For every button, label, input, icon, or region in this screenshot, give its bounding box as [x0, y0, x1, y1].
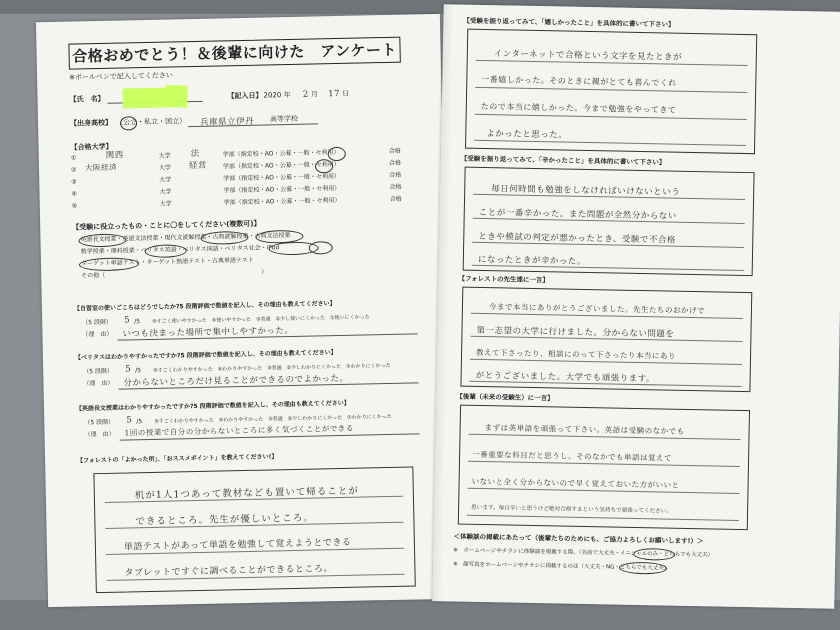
university-suffix: 大学	[159, 188, 172, 196]
admission-types: 学部（指定校・AO・公募・一般・セ利用）	[223, 172, 341, 183]
university-suffix: 大学	[159, 176, 172, 184]
q3-score: 5	[126, 415, 133, 426]
q3-scale-label: （5 段階）	[84, 418, 115, 427]
admission-types: 学部（指定校・AO・公募・一般・セ利用）	[223, 196, 341, 207]
entry-date	[263, 90, 349, 101]
admission-types: 学部（指定校・AO・公募・一般・セ利用）	[222, 148, 340, 159]
row-number: ④	[71, 190, 77, 198]
faculty-name: 経営	[188, 160, 208, 172]
survey-sheet-right	[432, 4, 840, 609]
university-name: 関西	[105, 150, 124, 161]
name-label: 【氏 名】	[69, 94, 105, 104]
name-redaction-sticky-note	[122, 87, 170, 108]
entry-year: 2020	[263, 91, 282, 100]
hard-question-label: 【受験を振り返ってみて、「辛かったこと」を具体的に書いて下さい】	[460, 154, 666, 167]
helpful-line: 英語長文授業・英語文法授業・現代文読解授業・古典読解授業・古典文法授業	[80, 232, 291, 244]
junior-question-label: 【後輩（未来の受験生）に一言】	[456, 392, 554, 403]
forest-answer-line: 単語テストがあって単語を勉強して覚えようとできる	[123, 537, 352, 553]
university-name: 大阪経済	[84, 162, 118, 173]
happy-question-label: 【受験を振り返ってみて、「嬉しかったこと」を具体的に書いて下さい】	[463, 16, 675, 29]
helpful-label: 【受験に役立ったもの・ことに〇をしてください(複数可)】	[72, 219, 261, 232]
teacher-answer-line: 今まで本当にありがとうございました。先生たちのおかげで	[488, 302, 706, 316]
ruled-line	[467, 515, 739, 521]
happy-answer-line: たので本当に嬉しかった。今まで勉強をやってきて	[480, 101, 677, 115]
q1-out-of: /5	[134, 318, 141, 326]
ruled-line	[475, 87, 747, 93]
q3-reason: 1回の授業で自分の分からないところに多く気づくことができる	[124, 423, 354, 438]
q2-reason: 分からないところだけ見ることができるのでよかった。	[123, 373, 349, 389]
public-circle-mark	[120, 116, 137, 130]
ruled-line	[472, 265, 744, 271]
pen-note: ※ボールペンで記入してください	[69, 71, 173, 82]
q1-scale-legend: ⑤すごく使いやすかった ④使いやすかった ③普通 ②少し使いにくかった ①使いにくかった	[152, 314, 370, 325]
helpful-line: その他（ ）	[81, 268, 268, 280]
pass-label: 合格	[388, 147, 401, 155]
forest-label: 【フォレストの「よかった所」、「おススメポイント」を教えてください!】	[77, 453, 278, 465]
entry-date-label: 【記入日】	[227, 91, 263, 101]
admission-types: 学部（指定校・AO・公募・一般・セ利用）	[222, 160, 340, 171]
teacher-question-label: 【フォレストの先生達に一言】	[458, 274, 550, 285]
teacher-answer-box	[460, 287, 752, 393]
hard-answer-line: ことが一番辛かった。また問題が全然分からない	[478, 207, 677, 222]
forest-answer-line: 机が1人1つあって教材なども置いて帰ることが	[134, 485, 359, 502]
happy-answer-line: 一番嬉しかった。そのときに親がとても喜んでくれ	[481, 74, 677, 88]
helpful-line: 数学授業・理科授業・ベリタス英語・ベリタス国語・ベリタス社会・iPod	[80, 244, 280, 256]
teacher-answer-line: 教えて下さったり、相談にのって下さったり本当にあり	[476, 347, 677, 361]
forest-answer-line: できるところ。先生が優しいところ。	[135, 512, 314, 528]
hard-answer-line: になったときが辛かった。	[477, 254, 586, 267]
junior-answer-line: まずは英単語を頑張って下さい。英語は受験のなかでも	[484, 423, 685, 436]
row-number: ②	[70, 166, 77, 174]
happy-answer-line: よかったと思った。	[486, 129, 568, 141]
q1-reason: いつも決まった場所で集中しやすかった。	[122, 325, 294, 340]
q1-score: 5	[124, 315, 131, 326]
q3-out-of: /5	[136, 418, 143, 426]
faculty-name: 法	[190, 148, 200, 160]
hard-answer-box	[463, 167, 755, 277]
publish-photo-option: ※ 顔写真をホームページやチラシに掲載するのは（大丈夫・NG・どちらでも大丈夫）	[452, 561, 670, 572]
q3-label: 【英語長文授業はわかりやすかったですか?5 段階評価で数値を記入し、その理由も教えてください】	[75, 399, 350, 413]
row-number: ③	[71, 178, 77, 186]
q2-reason-label: （理 由）	[83, 379, 114, 388]
name-redaction-sticky-note-2	[165, 85, 188, 108]
entry-day: 17	[328, 88, 341, 100]
forest-answer-line: タブレットですぐに調べることができるところ。	[124, 564, 334, 579]
university-list	[71, 147, 412, 214]
ruled-line	[475, 114, 747, 120]
q3-scale-legend: ⑤すごくわかりやすかった ④わかりやすかった ③普通 ②少しわかりにくかった ①わかりにくかった	[154, 413, 392, 425]
school-suffix: 高等学校	[269, 114, 299, 124]
entry-month: 2	[302, 89, 309, 100]
helpful-line: ターゲット単語テスト・ターゲット熟語テスト・古典単語テスト	[80, 256, 254, 268]
row-number: ①	[70, 154, 77, 162]
junior-answer-line: 思います。毎日辛いと思うけど絶対合格するという気持ちで頑張ってください。	[471, 504, 672, 515]
q2-label: 【ベリタスはわかりやすかったですか?5 段階評価で数値を記入し、その理由も教えてください】	[74, 349, 337, 362]
helpful-options	[80, 229, 421, 284]
school-type-options: （公立・私立・国立）	[115, 117, 187, 127]
initials-circle-mark	[633, 548, 675, 561]
junior-answer-line: 一番重要な科目だと思うし、そのなかでも単語は覚えて	[472, 449, 673, 463]
q2-scale-label: （5 段階）	[83, 367, 114, 376]
teacher-answer-line: がとうございました。大学でも頑張ります。	[475, 370, 656, 385]
admission-types: 学部（指定校・AO・公募・一般・セ利用）	[223, 184, 341, 195]
q2-scale-legend: ⑤すごくわかりやすかった ④わかりやすかった ③普通 ②少しわかりにくかった ①わかりにくかった	[153, 362, 391, 374]
forest-answer-box	[93, 466, 415, 593]
university-suffix: 大学	[159, 200, 172, 208]
q1-scale-label: （5 段階）	[82, 318, 113, 327]
school-name: 兵庫県立伊丹	[199, 116, 255, 128]
row-number: ⑤	[71, 202, 78, 210]
school-label: 【出身高校】	[69, 118, 113, 128]
survey-title: 合格おめでとう！＆後輩に向けた アンケート	[68, 37, 400, 70]
entry-year-unit: 年	[283, 90, 291, 100]
hard-answer-line: ときや模試の判定が悪かったとき、受験で不合格	[478, 231, 677, 246]
q2-score: 5	[125, 364, 132, 375]
university-suffix: 大学	[158, 152, 171, 160]
ruled-line	[474, 140, 746, 146]
passed-label: 【合格大学】	[70, 142, 113, 152]
either-ok-circle-mark	[619, 562, 667, 575]
pass-label: 合格	[389, 183, 402, 191]
happy-answer-line: インターネットで合格という文字を見たときが	[493, 49, 683, 63]
entry-day-unit: 日	[342, 89, 350, 98]
publish-label: ＜体験談の掲載にあたって（後輩たちのためにも、ご協力よろしくお願いします!）＞	[453, 532, 704, 546]
pass-label: 合格	[389, 171, 402, 179]
happy-answer-box	[465, 29, 757, 155]
entry-month-unit: 月	[310, 90, 319, 99]
q1-label: 【自習室の使いごこちはどうでしたか?5 段階評価で数値を記入し、その理由も教えてください】	[73, 300, 336, 313]
hard-answer-line: 毎日何時間も勉強をしなければいけないという	[491, 184, 681, 198]
q3-reason-label: （理 由）	[84, 430, 115, 439]
q2-out-of: /5	[135, 367, 142, 375]
junior-answer-box	[458, 405, 750, 531]
q1-reason-label: （理 由）	[82, 330, 113, 339]
university-suffix: 大学	[158, 164, 172, 172]
survey-sheet-left	[36, 14, 452, 607]
junior-answer-line: いないと全く分からないので早く覚えておいた方がいいと	[471, 476, 680, 490]
publish-name-option: ※ ホームページやチラシに体験談を掲載する際、（名前で大丈夫・イニシャルのみ・どちらでも大丈夫）	[453, 547, 714, 559]
teacher-answer-line: 第一志望の大学に行けました。分からない問題を	[476, 325, 675, 340]
pass-label: 合格	[388, 159, 402, 167]
pass-label: 合格	[389, 195, 402, 203]
